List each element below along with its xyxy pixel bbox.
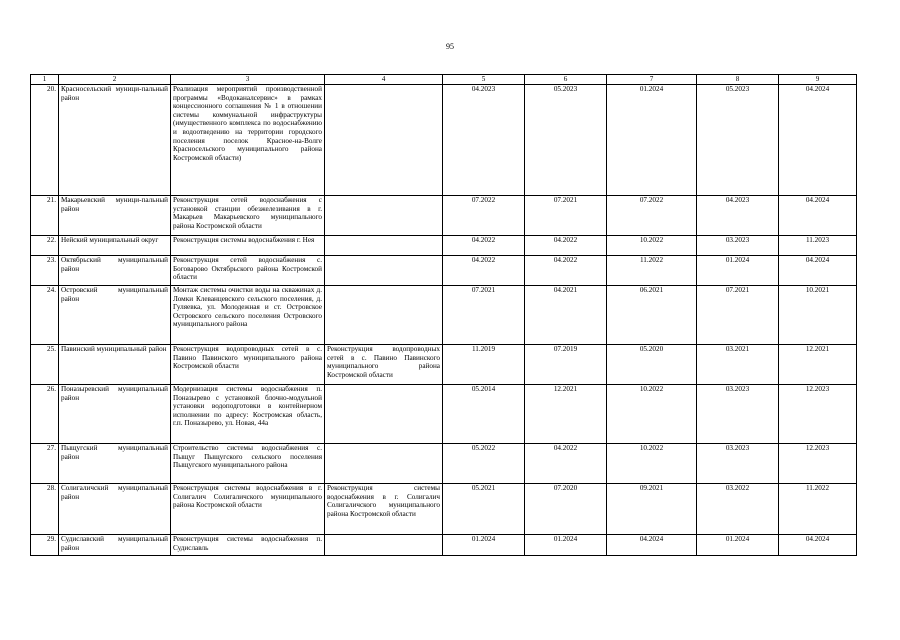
row-number: 28. xyxy=(31,484,59,535)
row-number: 24. xyxy=(31,286,59,345)
date-col-9: 11.2022 xyxy=(779,484,857,535)
projects-table xyxy=(30,74,857,556)
project-description: Реконструкция системы водоснабжения г. Нея xyxy=(171,236,325,256)
row-number: 29. xyxy=(31,535,59,556)
date-col-7: 10.2022 xyxy=(607,385,697,444)
date-col-6: 04.2022 xyxy=(525,256,607,286)
project-description-col4 xyxy=(325,286,443,345)
row-number: 27. xyxy=(31,444,59,484)
date-col-9: 12.2021 xyxy=(779,345,857,385)
project-description-col4 xyxy=(325,444,443,484)
date-col-5: 05.2022 xyxy=(443,444,525,484)
table-row xyxy=(31,256,857,286)
row-number: 22. xyxy=(31,236,59,256)
project-description: Реализация мероприятий производственной программы «Водоканалсервис» в рамках концессионного соглашения № 1 в отношении системы коммунальной инфраструктуры (имущественного комплекса по водоснабжению и водоотведению на территории городского поселения поселок Красное-на-Волге Красносельского муниципального района Костромской области) xyxy=(171,85,325,196)
header-col-6: 6 xyxy=(525,75,607,85)
municipality-name: Макарьевский муници-пальный район xyxy=(59,196,171,236)
project-description-col4 xyxy=(325,385,443,444)
date-col-7: 05.2020 xyxy=(607,345,697,385)
date-col-8: 03.2022 xyxy=(697,484,779,535)
date-col-6: 07.2019 xyxy=(525,345,607,385)
date-col-9: 04.2024 xyxy=(779,256,857,286)
date-col-7: 04.2024 xyxy=(607,535,697,556)
row-number: 26. xyxy=(31,385,59,444)
header-col-9: 9 xyxy=(779,75,857,85)
date-col-9: 04.2024 xyxy=(779,85,857,196)
project-description: Реконструкция сетей водоснабжения с. Боговарово Октябрьского района Костромской области xyxy=(171,256,325,286)
table-row xyxy=(31,196,857,236)
date-col-5: 07.2021 xyxy=(443,286,525,345)
date-col-9: 12.2023 xyxy=(779,385,857,444)
date-col-8: 01.2024 xyxy=(697,535,779,556)
project-description: Монтаж системы очистки воды на скважинах д. Ломки Клеванцевского сельского поселения, д. Гуляевка, ул. Молодежная и ст. Островское Островского сельского поселения Островского муниципального района xyxy=(171,286,325,345)
date-col-9: 11.2023 xyxy=(779,236,857,256)
row-number: 25. xyxy=(31,345,59,385)
table-row xyxy=(31,385,857,444)
table-row xyxy=(31,444,857,484)
table-row xyxy=(31,484,857,535)
page-number: 95 xyxy=(446,42,454,51)
municipality-name: Островский муниципальный район xyxy=(59,286,171,345)
date-col-8: 01.2024 xyxy=(697,256,779,286)
header-col-1: 1 xyxy=(31,75,59,85)
project-description: Реконструкция сетей водоснабжения с установкой станции обезжелезивания в г. Макарьев Макарьевского муниципального района Костромской области xyxy=(171,196,325,236)
project-description-col4 xyxy=(325,196,443,236)
row-number: 20. xyxy=(31,85,59,196)
date-col-7: 01.2024 xyxy=(607,85,697,196)
date-col-6: 07.2020 xyxy=(525,484,607,535)
project-description: Модернизация системы водоснабжения п. Поназырево с установкой блочно-модульной установки водоподготовки в контейнерном исполнении по адресу: Костромская область, г.п. Поназырево, ул. Новая, 44а xyxy=(171,385,325,444)
project-description-col4 xyxy=(325,236,443,256)
project-description-col4: Реконструкция водопроводных сетей в с. Павино Павинского муниципального района Костромской области xyxy=(325,345,443,385)
header-col-4: 4 xyxy=(325,75,443,85)
date-col-8: 05.2023 xyxy=(697,85,779,196)
date-col-8: 04.2023 xyxy=(697,196,779,236)
table-row xyxy=(31,345,857,385)
date-col-6: 04.2022 xyxy=(525,444,607,484)
project-description: Реконструкция системы водоснабжения п. Судиславль xyxy=(171,535,325,556)
date-col-5: 05.2014 xyxy=(443,385,525,444)
date-col-9: 04.2024 xyxy=(779,196,857,236)
date-col-6: 01.2024 xyxy=(525,535,607,556)
header-col-2: 2 xyxy=(59,75,171,85)
row-number: 23. xyxy=(31,256,59,286)
date-col-9: 04.2024 xyxy=(779,535,857,556)
project-description: Строительство системы водоснабжения с. Пыщуг Пыщугского сельского поселения Пыщугского муниципального района xyxy=(171,444,325,484)
municipality-name: Солигаличский муниципальный район xyxy=(59,484,171,535)
project-description-col4 xyxy=(325,85,443,196)
municipality-name: Павинский муниципальный район xyxy=(59,345,171,385)
header-col-5: 5 xyxy=(443,75,525,85)
date-col-6: 05.2023 xyxy=(525,85,607,196)
date-col-7: 07.2022 xyxy=(607,196,697,236)
date-col-8: 03.2023 xyxy=(697,236,779,256)
date-col-5: 07.2022 xyxy=(443,196,525,236)
project-description-col4 xyxy=(325,256,443,286)
municipality-name: Нейский муниципальный округ xyxy=(59,236,171,256)
date-col-6: 07.2021 xyxy=(525,196,607,236)
date-col-7: 09.2021 xyxy=(607,484,697,535)
date-col-7: 11.2022 xyxy=(607,256,697,286)
date-col-8: 07.2021 xyxy=(697,286,779,345)
date-col-5: 04.2022 xyxy=(443,236,525,256)
date-col-8: 03.2023 xyxy=(697,385,779,444)
municipality-name: Судиславский муниципальный район xyxy=(59,535,171,556)
municipality-name: Октябрьский муниципальный район xyxy=(59,256,171,286)
date-col-8: 03.2021 xyxy=(697,345,779,385)
project-description-col4 xyxy=(325,535,443,556)
municipality-name: Поназыревский муниципальный район xyxy=(59,385,171,444)
date-col-9: 10.2021 xyxy=(779,286,857,345)
date-col-6: 04.2021 xyxy=(525,286,607,345)
date-col-6: 04.2022 xyxy=(525,236,607,256)
date-col-5: 05.2021 xyxy=(443,484,525,535)
header-col-8: 8 xyxy=(697,75,779,85)
municipality-name: Пыщугский муниципальный район xyxy=(59,444,171,484)
row-number: 21. xyxy=(31,196,59,236)
table-row xyxy=(31,535,857,556)
date-col-6: 12.2021 xyxy=(525,385,607,444)
table-row xyxy=(31,286,857,345)
date-col-9: 12.2023 xyxy=(779,444,857,484)
municipality-name: Красносельский муници-пальный район xyxy=(59,85,171,196)
project-description: Реконструкция водопроводных сетей в с. Павино Павинского муниципального района Костромской области xyxy=(171,345,325,385)
date-col-8: 03.2023 xyxy=(697,444,779,484)
project-description-col4: Реконструкция системы водоснабжения в г. Солигалич Солигаличского муниципального района Костромской области xyxy=(325,484,443,535)
date-col-5: 04.2023 xyxy=(443,85,525,196)
date-col-5: 11.2019 xyxy=(443,345,525,385)
project-description: Реконструкция системы водоснабжения в г. Солигалич Солигаличского муниципального района Костромской области xyxy=(171,484,325,535)
table-row xyxy=(31,236,857,256)
header-col-7: 7 xyxy=(607,75,697,85)
date-col-5: 01.2024 xyxy=(443,535,525,556)
header-col-3: 3 xyxy=(171,75,325,85)
date-col-7: 10.2022 xyxy=(607,444,697,484)
table-row xyxy=(31,85,857,196)
date-col-7: 06.2021 xyxy=(607,286,697,345)
date-col-5: 04.2022 xyxy=(443,256,525,286)
date-col-7: 10.2022 xyxy=(607,236,697,256)
table-header-row xyxy=(31,75,857,85)
